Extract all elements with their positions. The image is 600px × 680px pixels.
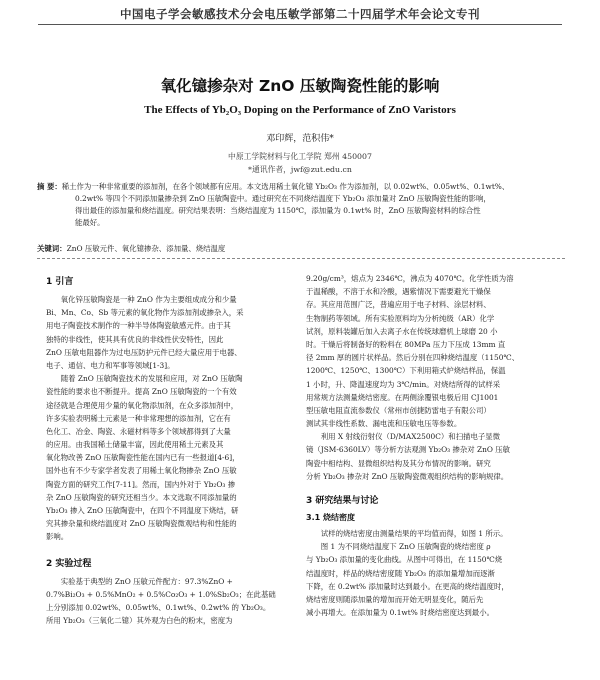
abstract-line: 0.2wt% 等四个不同添加量掺杂到 ZnO 压敏陶瓷中。通过研究在不同烧结温度下 Yb₂O₃ 添加量对 ZnO 压敏陶瓷性能的影响，: [75, 194, 491, 203]
text-line: 的应用。由我国稀土储量丰富，因此使用稀土元素及其: [46, 440, 224, 450]
text-line: 色化工、冶金、陶瓷、永磁材料等多个领域都得到了大量: [46, 426, 231, 436]
text-line: 随着 ZnO 压敏陶瓷技术的发展和应用，对 ZnO 压敏陶: [46, 374, 243, 384]
abstract-line: 得出最佳的添加量和烧结温度。研究结果表明：当烧结温度为 1150℃，添加量为 0.1wt% 时，ZnO 压敏陶瓷材料的综合性: [75, 206, 481, 215]
abstract-line: [37, 181, 565, 193]
text-line: 陶瓷方面的研究工作[7-11]。然而，国内外对于 Yb₂O₃ 掺: [46, 479, 236, 489]
text-line: 利用 X 射线衍射仪（D/MAX2500C）和扫描电子显微: [306, 432, 501, 442]
text-line: 氧化锌压敏陶瓷是一种 ZnO 作为主要组成成分和少量: [46, 295, 237, 304]
text-line: 途径就是合理使用少量的氧化物添加剂，在众多添加剂中，: [46, 400, 239, 410]
section-heading-results: 3 研究结果与讨论: [306, 496, 379, 506]
text-line: 氧化物改善 ZnO 压敏陶瓷性能在国内已有一些报道[4-6]，: [46, 453, 240, 463]
paper-email: *通讯作者，jwf@zut.edu.cn: [248, 165, 352, 174]
text-line: 结温度时，样品的烧结密度随 Yb₂O₃ 的添加量增加而逐渐: [306, 568, 495, 578]
text-line: 型压敏电阻直流参数仪（常州市创捷防雷电子有限公司）: [306, 405, 491, 415]
text-line: 独特的非线性，使其具有优良的非线性伏安特性，因此: [46, 334, 224, 344]
experiment-continued-paragraph: [306, 272, 558, 483]
text-line: 杂 ZnO 压敏陶瓷的研究还相当少。本文选取不同添加量的: [46, 492, 237, 502]
text-line: 下降，在 0.2wt% 添加量时达到最小。在更高的烧结温度时，: [306, 581, 509, 591]
abstract-label: 摘 要：: [37, 182, 62, 191]
text-line: 与 Yb₂O₃ 添加量的变化曲线。从图中可得出，在 1150℃烧: [306, 555, 503, 565]
text-line: 存。其应用范围广泛，普遍应用于电子材料、涂层材料、: [306, 300, 491, 310]
text-line: 试剂，原料装罐后加入去离子水在传统球磨机上球磨 20 小: [306, 326, 498, 336]
text-line: 1 小时，升、降温速度均为 3℃/min。对烧结所得的试样采: [306, 379, 501, 389]
text-line: 测试其非线性系数、漏电流和压敏电压等参数。: [306, 419, 462, 429]
abstract-text: 稀土作为一种非常重要的添加剂，在各个领域都有应用。本文选用稀土氧化镱 Yb₂O₃ 作为添加剂，以 0.02wt%、0.05wt%、0.1wt%、: [61, 182, 510, 191]
text-line: 用电子陶瓷技术制作的一种半导体陶瓷敏感元件。由于其: [46, 321, 231, 331]
abstract-block: [37, 181, 565, 229]
subsection-heading-density: 3.1 烧结密度: [306, 513, 355, 522]
text-line: 1200℃、1250℃、1300℃）下利用箱式炉烧结样品，保温: [306, 366, 506, 376]
text-line: Bi、Mn、Co、Sb 等元素的氧化物作为添加剂或掺杂入，采: [46, 308, 244, 318]
text-line: 陶瓷中相结构、显微组织结构及其分布情况的影响。研究: [306, 458, 491, 468]
text-line: 0.7%Bi₂O₃ + 0.5%MnO₂ + 0.5%Co₂O₃ + 1.0%Sb₂O₃；在此基础: [46, 589, 276, 599]
paper-title-cn: 氧化镱掺杂对 ZnO 压敏陶瓷性能的影响: [160, 77, 440, 95]
header-rule: [38, 24, 562, 25]
text-line: 实验基于典型的 ZnO 压敏元件配方：97.3%ZnO +: [46, 576, 233, 586]
text-line: 究其掺杂量和烧结温度对 ZnO 压敏陶瓷微观结构和性能的: [46, 519, 237, 529]
text-line: 图 1 为不同烧结温度下 ZnO 压敏陶瓷的烧结密度 ρ: [306, 542, 491, 552]
text-line: 镜（JSM-6360LV）等分析方法观测 Yb₂O₃ 掺杂对 ZnO 压敏: [306, 445, 511, 455]
section-heading-intro: 1 引言: [46, 277, 74, 287]
text-line: ZnO 压敏电阻器作为过电压防护元件已经大量应用于电器、: [46, 347, 242, 357]
text-line: 用常规方法测量烧结密度。在两侧涂覆银电极后用 CJ1001: [306, 392, 499, 402]
text-line: 影响。: [46, 532, 69, 542]
left-column: [46, 268, 298, 627]
abstract-line: 能最好。: [75, 218, 105, 227]
paper-affiliation: 中原工学院材料与化工学院 郑州 450007: [228, 152, 372, 161]
running-head: 中国电子学会敏感技术分会电压敏学部第二十四届学术年会论文专刊: [120, 7, 480, 21]
text-line: 径 2mm 厚的圆片状样品。然后分别在四种烧结温度（1150℃、: [306, 353, 520, 363]
text-line: 瓷性能的要求也不断提升。提高 ZnO 压敏陶瓷的一个有效: [46, 387, 237, 397]
experiment-paragraph: [46, 575, 298, 628]
text-line: 试样的烧结密度由测量结果的平均值而得，如图 1 所示。: [306, 529, 508, 538]
keywords-block: [37, 243, 565, 254]
paper-authors: 邓印辉，范积伟*: [266, 134, 334, 144]
right-column: [306, 268, 558, 619]
text-line: 于温稀酸，不溶于水和冷酸，遇紫情况下需要避光干燥保: [306, 287, 491, 297]
density-paragraph: [306, 527, 558, 619]
text-line: 减小再增大。在添加量为 0.1wt% 时烧结密度达到最小。: [306, 608, 494, 618]
text-line: 电子、通信、电力和军事等领域[1-3]。: [46, 360, 175, 370]
intro-paragraph: [46, 293, 298, 544]
section-separator: [37, 258, 565, 259]
text-line: 上分别添加 0.02wt%、0.05wt%、0.1wt%、0.2wt% 的 Yb₂O₃。: [46, 602, 271, 612]
text-line: 烧结密度则随添加量的增加而开始无明显变化，随后先: [306, 594, 484, 604]
text-line: 时。干燥后将制备好的粉料在 80MPa 压力下压成 13mm 直: [306, 339, 506, 349]
keywords-text: ZnO 压敏元件、氧化镱掺杂、添加量、烧结温度: [66, 244, 226, 253]
paper-title-en: The Effects of Yb₂O₃ Doping on the Performance of ZnO Varistors: [144, 104, 456, 116]
text-line: Yb₂O₃ 掺入 ZnO 压敏陶瓷中，在四个不同温度下烧结，研: [46, 506, 239, 515]
text-line: 9.20g/cm³，熔点为 2346℃，沸点为 4070℃。化学性质为溶: [306, 274, 514, 283]
text-line: 所用 Yb₂O₃（三氧化二镱）其外观为白色的粉末，密度为: [46, 616, 233, 626]
section-heading-experiment: 2 实验过程: [46, 558, 92, 569]
keywords-label: 关键词：: [37, 244, 67, 253]
text-line: 国外也有不少专家学者发表了用稀土氧化物掺杂 ZnO 压敏: [46, 466, 237, 476]
text-line: 分析 Yb₂O₃ 掺杂对 ZnO 压敏陶瓷微观组织结构的影响规律。: [306, 471, 509, 481]
text-line: 生物制药等领域。所有实验原料均为分析纯级（AR）化学: [306, 313, 495, 323]
text-line: 许多实验表明稀土元素是一种非常理想的添加剂，它在有: [46, 413, 231, 423]
